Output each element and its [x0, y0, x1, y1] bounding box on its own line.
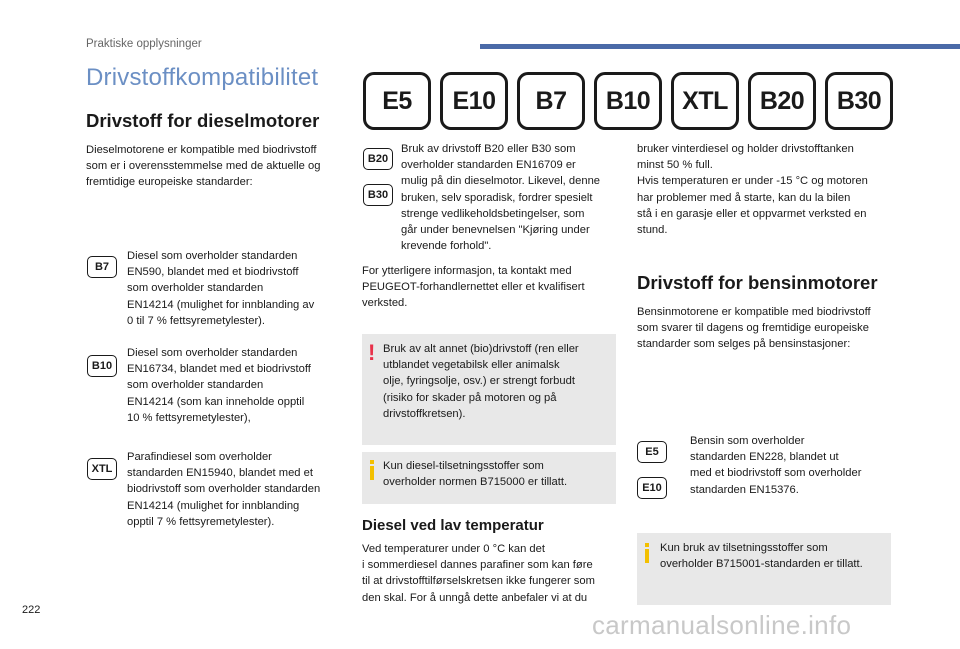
text-line: standarden EN15940, blandet med et	[127, 467, 313, 480]
badge-e5: E5	[363, 72, 431, 130]
badge-xtl: XTL	[671, 72, 739, 130]
watermark: carmanualsonline.info	[592, 610, 852, 640]
text-line: standarden EN15376.	[690, 483, 799, 496]
text-line: overholder normen B715000 er tillatt.	[383, 476, 568, 489]
badge-e10: E10	[440, 72, 508, 130]
header-bar	[480, 44, 960, 49]
text-line: Diesel som overholder standarden	[127, 347, 298, 359]
text-line: 10 % fettsyremetylester),	[127, 411, 251, 424]
text-line: For ytterligere informasjon, ta kontakt med	[362, 265, 572, 277]
text-line: som svarer til dagens og fremtidige europeiske	[637, 322, 869, 335]
info-icon	[645, 543, 650, 563]
page-title: Drivstoffkompatibilitet	[86, 64, 319, 91]
xtl-description	[127, 449, 352, 530]
text-line: Bensin som overholder	[690, 435, 805, 447]
diesel-heading: Drivstoff for dieselmotorer	[86, 110, 320, 131]
text-line: standarden EN228, blandet ut	[690, 451, 839, 464]
text-line: den skal. For å unngå dette anbefaler vi at du	[362, 591, 588, 604]
petrol-additive-note	[637, 533, 891, 605]
page-number: 222	[22, 604, 41, 616]
text-line: utblandet vegetabilsk eller animalsk	[383, 359, 560, 372]
badge-b30-small: B30	[363, 184, 393, 206]
badge-b20-small: B20	[363, 148, 393, 170]
text-line: i sommerdiesel dannes parafiner som kan føre	[362, 559, 593, 572]
petrol-heading: Drivstoff for bensinmotorer	[637, 272, 878, 293]
text-line: EN14214 (mulighet for innblanding av	[127, 298, 315, 311]
text-line: som er i overensstemmelse med de aktuelle og	[86, 160, 321, 173]
low-temp-text	[362, 541, 622, 606]
text-line: standarder som selges på bensinstasjoner:	[637, 338, 851, 351]
petrol-note-text	[660, 540, 888, 572]
text-line: Dieselmotorene er kompatible med biodrivstoff	[86, 144, 317, 156]
text-line: opptil 7 % fettsyremetylester).	[127, 515, 275, 528]
text-line: som overholder standarden	[127, 379, 264, 392]
text-line: overholder standarden EN16709 er	[401, 159, 576, 172]
b10-description	[127, 345, 347, 426]
text-line: fremtidige europeiske standarder:	[86, 176, 253, 189]
badge-b7-small: B7	[87, 256, 117, 278]
text-line: med et biodrivstoff som overholder	[690, 467, 862, 480]
text-line: Kun bruk av tilsetningsstoffer som	[660, 542, 828, 554]
text-line: EN14214 (mulighet for innblanding	[127, 499, 300, 512]
text-line: drivstoffkretsen).	[383, 407, 466, 420]
info-icon	[370, 460, 375, 480]
text-line: Parafindiesel som overholder	[127, 451, 272, 463]
diesel-additive-note	[362, 452, 616, 504]
text-line: overholder B715001-standarden er tillatt.	[660, 558, 863, 571]
text-line: minst 50 % full.	[637, 159, 713, 172]
text-line: mulig på din dieselmotor. Likevel, denne	[401, 175, 601, 188]
text-line: Diesel som overholder standarden	[127, 250, 298, 262]
low-temp-continuation	[637, 141, 897, 238]
text-line: som overholder standarden	[127, 282, 264, 295]
text-line: Ved temperaturer under 0 °C kan det	[362, 543, 545, 555]
text-line: 0 til 7 % fettsyremetylester).	[127, 314, 266, 327]
text-line: EN14214 (som kan inneholde opptil	[127, 395, 305, 408]
dealer-info	[362, 263, 622, 312]
text-line: Kun diesel-tilsetningsstoffer som	[383, 460, 544, 472]
text-line: stund.	[637, 224, 668, 237]
text-line: olje, fyringsolje, osv.) er strengt forbudt	[383, 375, 575, 388]
text-line: stå i en garasje eller et oppvarmet verksted en	[637, 207, 867, 220]
badge-e10-small: E10	[637, 477, 667, 499]
badge-b7: B7	[517, 72, 585, 130]
text-line: bruker vinterdiesel og holder drivstofftanken	[637, 143, 854, 155]
text-line: Hvis temperaturen er under -15 °C og motoren	[637, 175, 868, 188]
text-line: Bensinmotorene er kompatible med biodrivstoff	[637, 306, 871, 318]
diesel-intro	[86, 142, 346, 191]
low-temp-heading: Diesel ved lav temperatur	[362, 517, 544, 534]
text-line: EN590, blandet med et biodrivstoff	[127, 266, 299, 279]
text-line: verksted.	[362, 297, 408, 310]
b20-b30-description	[401, 141, 621, 254]
additive-text	[383, 458, 613, 490]
text-line: Bruk av drivstoff B20 eller B30 som	[401, 143, 576, 155]
warning-text	[383, 341, 613, 422]
text-line: til at drivstofftilførselskretsen ikke fungerer som	[362, 575, 595, 588]
badge-e5-small: E5	[637, 441, 667, 463]
badge-xtl-small: XTL	[87, 458, 117, 480]
text-line: EN16734, blandet med et biodrivstoff	[127, 363, 311, 376]
b7-description	[127, 248, 347, 329]
badge-b10-small: B10	[87, 355, 117, 377]
text-line: bruken, selv sporadisk, fordrer spesielt	[401, 191, 593, 204]
fuel-badges-row	[363, 72, 893, 130]
text-line: biodrivstoff som overholder standarden	[127, 483, 321, 496]
petrol-intro	[637, 304, 897, 353]
text-line: krevende forhold".	[401, 240, 492, 253]
text-line: (risiko for skader på motoren og på	[383, 391, 557, 404]
text-line: strenge vedlikeholdsbetingelser, som	[401, 207, 585, 220]
text-line: har problemer med å starte, kan du la bilen	[637, 191, 851, 204]
warning-icon: !	[368, 340, 376, 365]
section-label: Praktiske opplysninger	[86, 38, 202, 50]
badge-b10: B10	[594, 72, 662, 130]
petrol-description	[690, 433, 900, 498]
text-line: går under benevnelsen "Kjøring under	[401, 224, 590, 237]
badge-b20: B20	[748, 72, 816, 130]
text-line: Bruk av alt annet (bio)drivstoff (ren eller	[383, 343, 579, 355]
badge-b30: B30	[825, 72, 893, 130]
text-line: PEUGEOT-forhandlernettet eller et kvalifisert	[362, 281, 585, 294]
warning-box	[362, 334, 616, 445]
